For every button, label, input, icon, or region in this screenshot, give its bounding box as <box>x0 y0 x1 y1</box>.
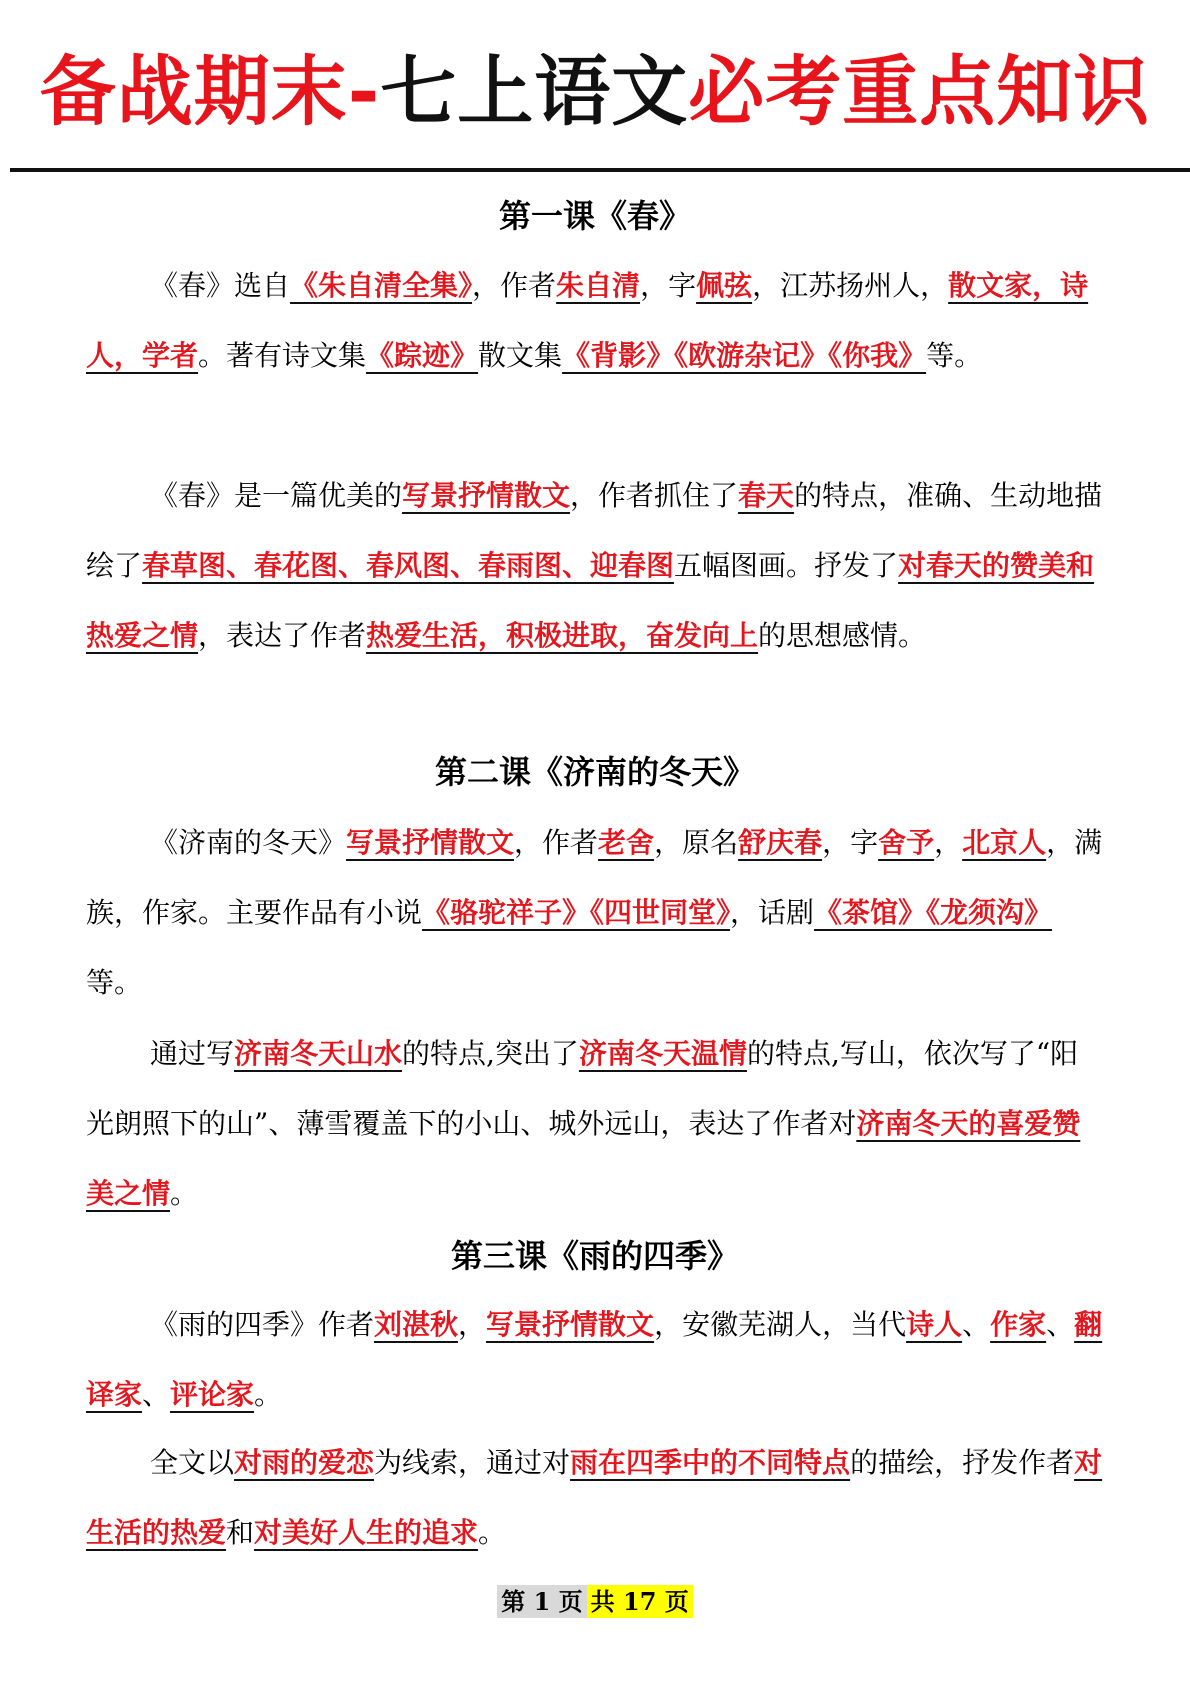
paragraph-text: 的特点,写山，依次写了“阳光朗照下的山”、薄雪覆盖下的小山、城外远山，表达了作者对 <box>86 1037 1079 1140</box>
paragraph-text: ，满族，作家。主要作品有小说 <box>86 826 1103 929</box>
paragraph-text: 《济南的冬天》 <box>150 826 347 859</box>
key-term: 《骆驼祥子》《四世同堂》 <box>422 896 731 929</box>
paragraph-text: ，作者 <box>472 269 557 302</box>
paragraph-text: 《春》选自 <box>150 269 291 302</box>
paragraph-text: ，表达了作者 <box>198 619 367 652</box>
lesson-2-heading: 第二课《济南的冬天》 <box>434 753 755 791</box>
paragraph-text: ，作者 <box>514 826 599 859</box>
paragraph-text: 。 <box>478 1516 507 1549</box>
lesson-3-heading: 第三课《雨的四季》 <box>450 1237 739 1275</box>
key-term: 诗人 <box>906 1308 963 1341</box>
paragraph-text: ，安徽芜湖人，当代 <box>654 1308 907 1341</box>
key-term: 翻译家 <box>86 1308 1103 1411</box>
key-term: 济南冬天温情 <box>578 1037 747 1070</box>
key-term: 对雨的爱恋 <box>234 1446 375 1479</box>
title-part-1: 备战期末- <box>39 47 381 136</box>
key-term: 朱自清 <box>556 269 641 302</box>
key-term: 写景抒情散文 <box>486 1308 655 1341</box>
key-term: 春草图、春花图、春风图、春雨图、迎春图 <box>142 549 675 582</box>
paragraph-text: 的描绘，抒发作者 <box>850 1446 1075 1479</box>
key-term: 刘湛秋 <box>374 1308 459 1341</box>
key-term: 散文家，诗人，学者 <box>86 269 1089 372</box>
paragraph-text: 、 <box>962 1308 991 1341</box>
paragraph-text: 为线索，通过对 <box>374 1446 571 1479</box>
title-part-3: 必考重点知识 <box>688 47 1151 136</box>
paragraph-text: ，作者抓住了 <box>570 479 739 512</box>
page-number: 第 1 页 <box>497 1585 586 1618</box>
key-term: 评论家 <box>170 1378 255 1411</box>
key-term: 对美好人生的追求 <box>254 1516 479 1549</box>
paragraph-text: ， <box>458 1308 487 1341</box>
key-term: 春天 <box>738 479 795 512</box>
paragraph-text: 。 <box>254 1378 283 1411</box>
paragraph-text: 的思想感情。 <box>758 619 927 652</box>
paragraph-text: ，原名 <box>654 826 739 859</box>
key-term: 热爱生活，积极进取，奋发向上 <box>366 619 759 652</box>
paragraph-text: ， <box>934 826 963 859</box>
page-total: 共 17 页 <box>587 1585 693 1618</box>
key-term: 舍予 <box>878 826 935 859</box>
paragraph-text: 五幅图画。抒发了 <box>674 549 899 582</box>
key-term: 写景抒情散文 <box>402 479 571 512</box>
key-term: 对春天的赞美和热爱之情 <box>86 549 1095 652</box>
key-term: 《朱自清全集》 <box>290 269 473 302</box>
paragraph-text: 等。 <box>86 966 143 999</box>
paragraph-text: ，话剧 <box>730 896 815 929</box>
key-term: 老舍 <box>598 826 655 859</box>
lesson-2-paragraph-2 <box>86 1019 1106 1229</box>
paragraph-text: 等。 <box>926 339 983 372</box>
key-term: 作家 <box>990 1308 1047 1341</box>
paragraph-text: 散文集 <box>478 339 563 372</box>
lesson-3-paragraph-2 <box>86 1428 1106 1568</box>
lesson-2-paragraph-1 <box>86 808 1106 1018</box>
key-term: 济南冬天的喜爱赞美之情 <box>86 1107 1081 1210</box>
paragraph-text: 通过写 <box>150 1037 235 1070</box>
key-term: 济南冬天山水 <box>234 1037 403 1070</box>
paragraph-text: 、 <box>1046 1308 1075 1341</box>
paragraph-text: 和 <box>226 1516 255 1549</box>
title-part-2: 七上语文 <box>380 47 689 136</box>
page-title <box>0 42 1190 142</box>
key-term: 《茶馆》《龙须沟》 <box>814 896 1053 929</box>
paragraph-text: ，字 <box>822 826 879 859</box>
paragraph-text: 的特点，准确、生动地描绘了 <box>86 479 1103 582</box>
paragraph-text: 《春》是一篇优美的 <box>150 479 403 512</box>
paragraph-text: 、 <box>142 1378 171 1411</box>
paragraph-text: 《雨的四季》作者 <box>150 1308 375 1341</box>
key-term: 《踪迹》 <box>366 339 479 372</box>
lesson-1-heading: 第一课《春》 <box>498 197 691 235</box>
paragraph-text: ，江苏扬州人， <box>752 269 949 302</box>
key-term: 舒庆春 <box>738 826 823 859</box>
key-term: 《背影》《欧游杂记》《你我》 <box>562 339 927 372</box>
paragraph-text: ，字 <box>640 269 697 302</box>
key-term: 北京人 <box>962 826 1047 859</box>
lesson-1-paragraph-2 <box>86 461 1106 671</box>
lesson-3-paragraph-1 <box>86 1290 1106 1430</box>
paragraph-text: 。 <box>170 1177 199 1210</box>
title-divider <box>10 168 1190 172</box>
lesson-1-paragraph-1 <box>86 251 1106 391</box>
paragraph-text: 。著有诗文集 <box>198 339 367 372</box>
key-term: 雨在四季中的不同特点 <box>570 1446 851 1479</box>
page-footer <box>0 1582 1190 1617</box>
key-term: 写景抒情散文 <box>346 826 515 859</box>
key-term: 佩弦 <box>696 269 753 302</box>
paragraph-text: 的特点,突出了 <box>402 1037 579 1070</box>
key-term: 对生活的热爱 <box>86 1446 1103 1549</box>
paragraph-text: 全文以 <box>150 1446 235 1479</box>
